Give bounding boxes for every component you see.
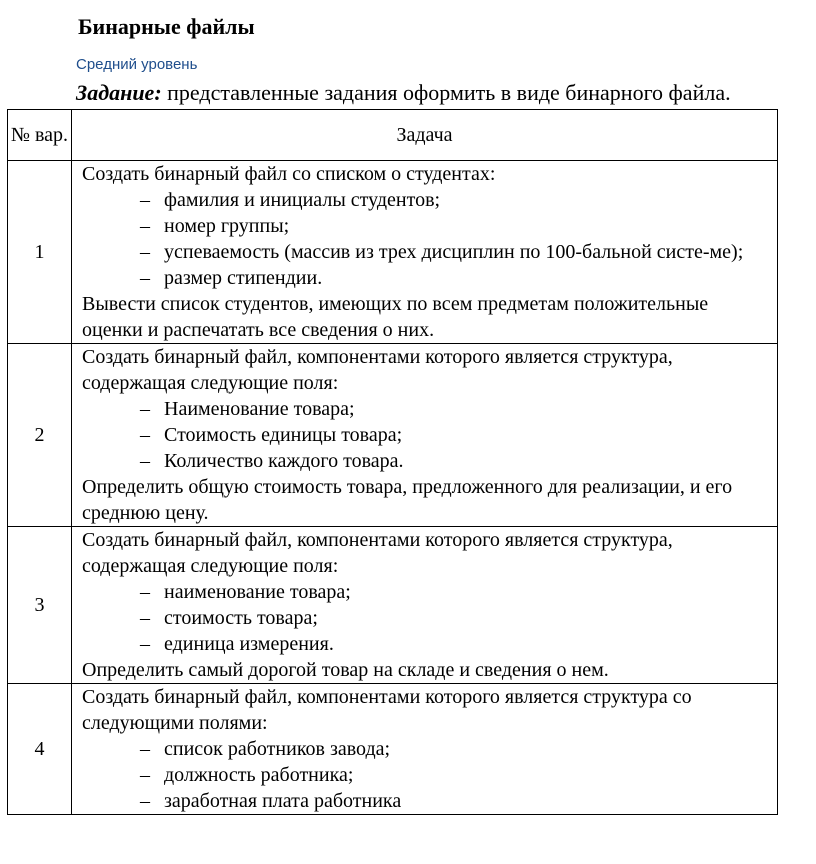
table-header-row (8, 110, 778, 161)
list-item: – номер группы; (82, 213, 773, 239)
variant-number: 1 (8, 161, 72, 344)
list-item: – должность работника; (82, 762, 773, 788)
page-title: Бинарные файлы (78, 14, 255, 39)
task-outro: Определить общую стоимость товара, предложенного для реализации, и его среднюю цену. (82, 476, 733, 524)
variant-number: 4 (8, 684, 72, 815)
list-item: – успеваемость (массив из трех дисциплин по 100-бальной систе-ме); (82, 239, 773, 265)
table-row (8, 161, 778, 344)
task-outro: Определить самый дорогой товар на складе и сведения о нем. (82, 659, 609, 681)
table-row (8, 527, 778, 684)
list-item: – Наименование товара; (82, 396, 773, 422)
list-item: – размер стипендии. (82, 265, 773, 291)
task-text: представленные задания оформить в виде бинарного файла. (161, 80, 731, 105)
table-row (8, 344, 778, 527)
list-item: – Количество каждого товара. (82, 448, 773, 474)
task-cell (72, 344, 778, 527)
task-intro: Создать бинарный файл, компонентами которого является структура со следующими полями: (82, 686, 692, 734)
list-item: – наименование товара; (82, 579, 773, 605)
task-cell (72, 161, 778, 344)
task-intro: Создать бинарный файл со списком о студентах: (82, 163, 496, 185)
task-cell (72, 527, 778, 684)
task-outro: Вывести список студентов, имеющих по всем предметам положительные оценки и распечатать все сведения о них. (82, 293, 709, 341)
list-item: – стоимость товара; (82, 605, 773, 631)
task-intro: Создать бинарный файл, компонентами которого является структура, содержащая следующие поля: (82, 346, 673, 394)
list-item: – список работников завода; (82, 736, 773, 762)
list-item: – единица измерения. (82, 631, 773, 657)
table-row (8, 684, 778, 815)
list-item: – заработная плата работника (82, 788, 773, 814)
task-intro: Создать бинарный файл, компонентами которого является структура, содержащая следующие поля: (82, 529, 673, 577)
list-item: – Стоимость единицы товара; (82, 422, 773, 448)
list-item: – фамилия и инициалы студентов; (82, 187, 773, 213)
column-header-task: Задача (72, 110, 778, 161)
variant-number: 2 (8, 344, 72, 527)
task-label: Задание: (76, 80, 162, 105)
column-header-variant: № вар. (8, 110, 72, 161)
level-subtitle: Средний уровень (76, 56, 198, 73)
task-statement (76, 80, 731, 106)
tasks-table (7, 109, 778, 815)
variant-number: 3 (8, 527, 72, 684)
task-cell (72, 684, 778, 815)
